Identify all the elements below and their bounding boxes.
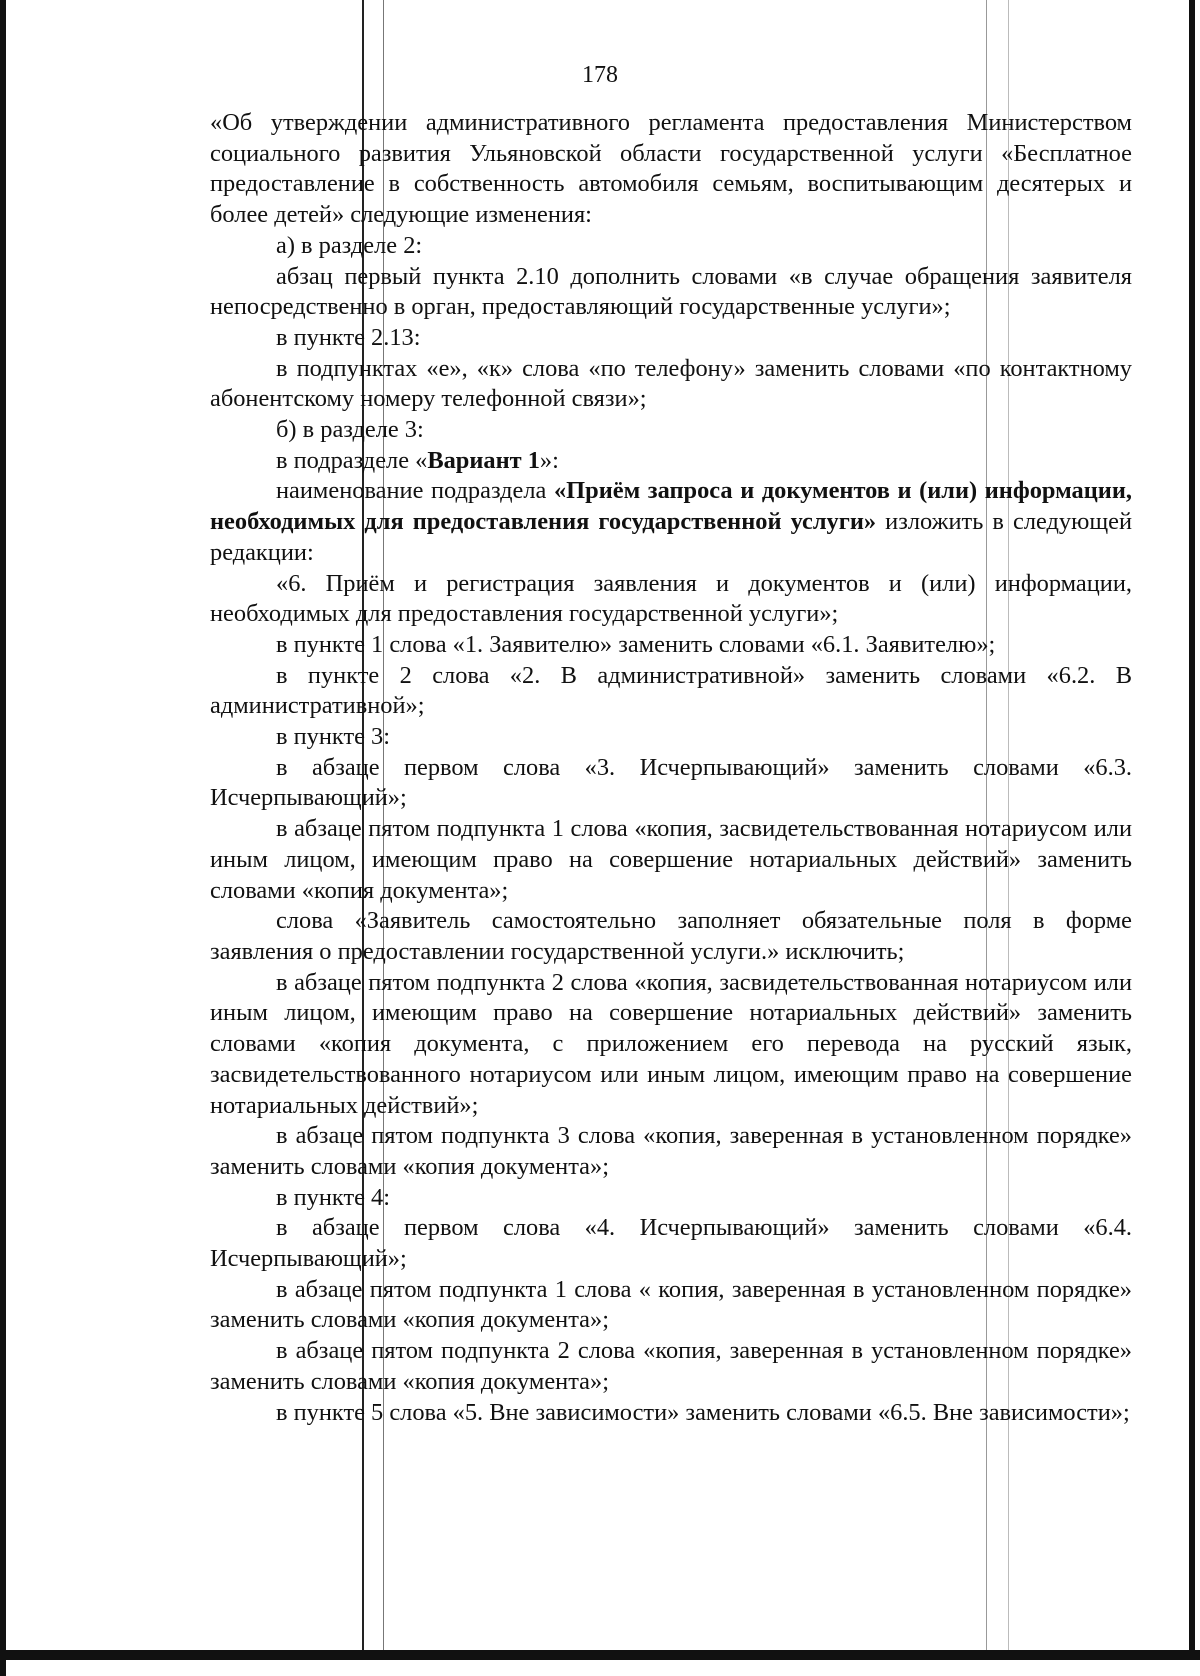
- page-number: 178: [582, 62, 618, 88]
- paragraph: абзац первый пункта 2.10 дополнить словами «в случае обращения заявителя непосредственно в орган, предоставляющий государственные услуги»;: [210, 262, 1132, 321]
- paragraph-text: »:: [539, 446, 559, 474]
- paragraph: б) в разделе 3:: [276, 416, 424, 444]
- paragraph-text: изложить в следующей редакции:: [210, 508, 1132, 566]
- paragraph: в пункте 2 слова «2. В административной» заменить словами «6.2. В административной»;: [210, 661, 1132, 720]
- scan-edge-right: [1189, 0, 1195, 1660]
- scan-edge-left: [0, 0, 6, 1676]
- paragraph: в пункте 4:: [276, 1183, 390, 1211]
- paragraph: в абзаце пятом подпункта 3 слова «копия, заверенная в установленном порядке» заменить словами «копия документа»;: [210, 1122, 1132, 1180]
- paragraph: а) в разделе 2:: [276, 231, 423, 259]
- paragraph: в пункте 2.13:: [276, 323, 421, 351]
- paragraph: в абзаце пятом подпункта 2 слова «копия, засвидетельствованная нотариусом или иным лицом, имеющим право на совершение нотариальных действий» заменить словами «копия документа, с приложением его перевода на русский язык, засвидетельствованного нотариусом или иным лицом, имеющим право на совершение нотариальных действий»;: [210, 968, 1132, 1119]
- paragraph: в абзаце первом слова «4. Исчерпывающий» заменить словами «6.4. Исчерпывающий»;: [210, 1214, 1132, 1273]
- paragraph-text: наименование подраздела: [276, 477, 554, 505]
- paragraph: в пункте 1 слова «1. Заявителю» заменить словами «6.1. Заявителю»;: [276, 630, 996, 658]
- scan-edge-bottom: [0, 1650, 1200, 1660]
- paragraph: в абзаце пятом подпункта 2 слова «копия, заверенная в установленном порядке» заменить словами «копия документа»;: [210, 1337, 1132, 1395]
- paragraph: в пункте 5 слова «5. Вне зависимости» заменить словами «6.5. Вне зависимости»;: [276, 1398, 1130, 1426]
- bold-text: «Приём запроса и документов и (или) информации, необходимых для предоставления государственной услуги»: [210, 477, 1132, 536]
- bold-text: Вариант 1: [427, 446, 540, 474]
- paragraph-text: в подразделе «: [276, 446, 428, 474]
- paragraph: в подпунктах «е», «к» слова «по телефону» заменить словами «по контактному абонентскому номеру телефонной связи»;: [210, 354, 1132, 413]
- document-body: [210, 108, 1132, 1428]
- paragraph: в пункте 3:: [276, 723, 390, 751]
- paragraph: «6. Приём и регистрация заявления и документов и (или) информации, необходимых для предоставления государственной услуги»;: [210, 569, 1132, 628]
- paragraph: [210, 476, 1132, 568]
- paragraph: в абзаце пятом подпункта 1 слова « копия, заверенная в установленном порядке» заменить словами «копия документа»;: [210, 1275, 1132, 1334]
- paragraph: [210, 446, 1132, 477]
- paragraph: слова «Заявитель самостоятельно заполняет обязательные поля в форме заявления о предоставлении государственной услуги.» исключить;: [210, 907, 1132, 965]
- paragraph: «Об утверждении административного регламента предоставления Министерством социального развития Ульяновской области государственной услуги «Бесплатное предоставление в собственность автомобиля семьям, воспитывающим десятерых и более детей» следующие изменения:: [210, 109, 1132, 229]
- paragraph: в абзаце пятом подпункта 1 слова «копия, засвидетельствованная нотариусом или иным лицом, имеющим право на совершение нотариальных действий» заменить словами «копия документа»;: [210, 815, 1132, 904]
- paragraph: в абзаце первом слова «3. Исчерпывающий» заменить словами «6.3. Исчерпывающий»;: [210, 753, 1132, 812]
